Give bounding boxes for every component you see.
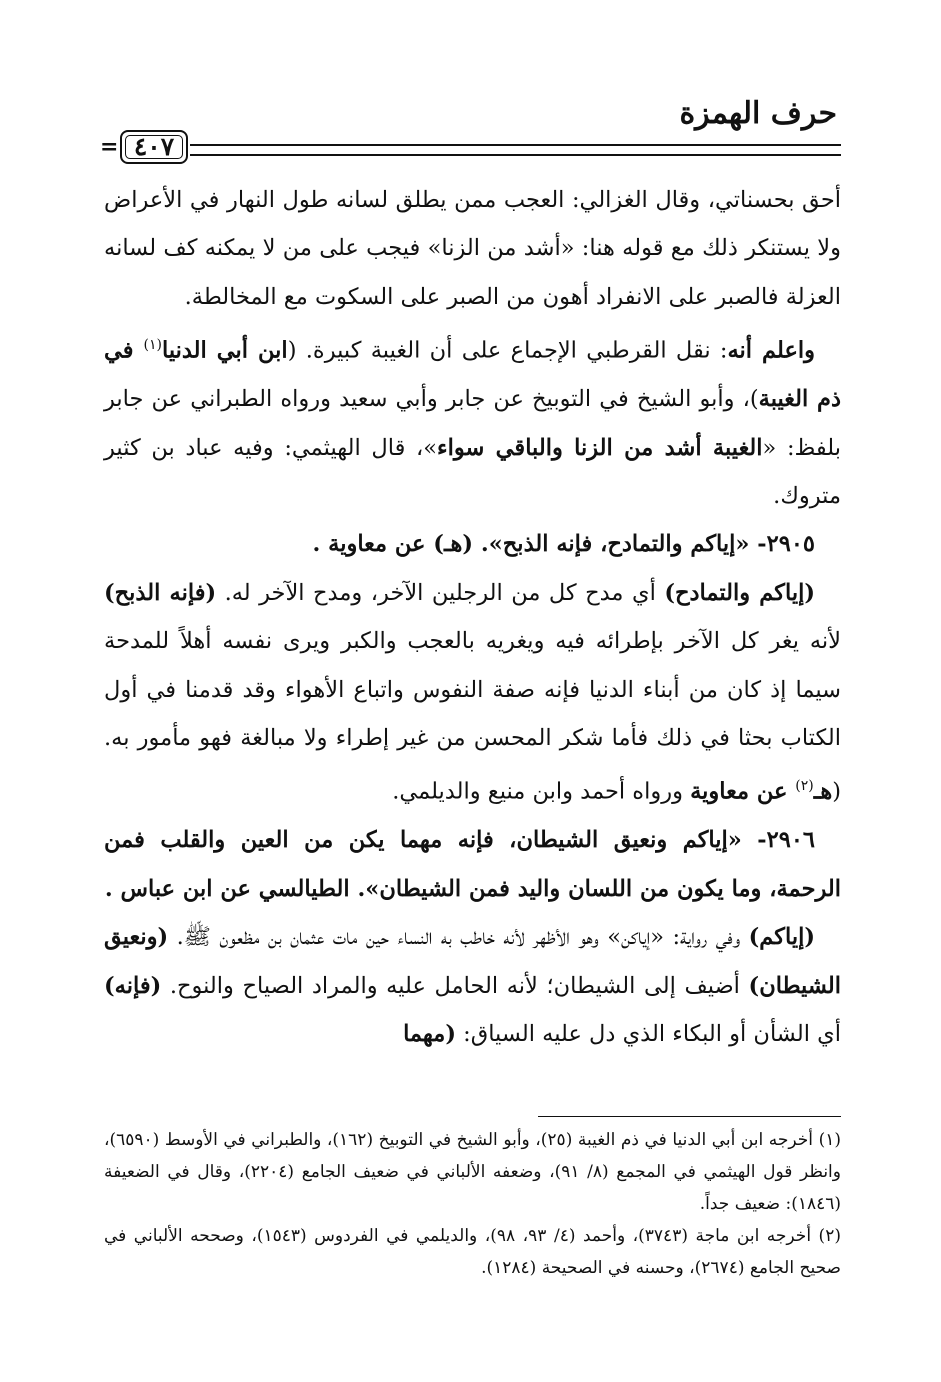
footnote-ref-1: (١) — [143, 337, 162, 354]
paragraph-6-bold4: (مهما — [403, 1020, 456, 1047]
paragraph-6-text2: أضيف إلى الشيطان؛ لأنه الحامل عليه والمراد الصياح والنوح. — [161, 972, 749, 999]
paragraph-4-bold2: (فإنه الذبح) — [104, 579, 217, 606]
page-number-frame — [125, 135, 183, 159]
paragraph-6-text: وفي رواية: «إياكن» وهو الأظهر لأنه خاطب به النساء حين مات عثمان بن مظعون ﷺ. — [168, 924, 749, 951]
footnote-2: (٢) أخرجه ابن ماجة (٣٧٤٣)، وأحمد (٤/ ٩٣، ٩٨)، والديلمي في الفردوس (١٥٤٣)، وصححه الألباني في صحيح الجامع (٢٦٧٤)، وحسنه في الصحيحة (١٢٨٤). — [104, 1226, 841, 1278]
paragraph-4-lead: (إياكم والتمادح) — [664, 579, 815, 606]
paragraph-4-text: أي مدح كل من الرجلين الآخر، ومدح الآخر له. — [216, 579, 665, 606]
double-rule — [190, 144, 841, 156]
paragraph-6 — [104, 913, 841, 1058]
paragraph-2-bold3: في ذم الغيبة — [104, 337, 841, 413]
footnotes — [104, 1124, 841, 1284]
paragraph-4 — [104, 569, 841, 817]
paragraph-1-text: أحق بحسناتي، وقال الغزالي: العجب ممن يطلق لسانه طول النهار في الأعراض ولا يستنكر ذلك مع قوله هنا: «أشد من الزنا» فيجب على من لا يمكنه كف لسانه العزلة فالصبر على الانفراد أهون من الصبر على السكوت مع المخالطة. — [104, 187, 841, 310]
paragraph-2-text3: »، قال الهيثمي: وفيه عباد بن كثير متروك. — [104, 434, 841, 509]
paragraph-6-lead: (إياكم) — [748, 924, 815, 951]
paragraph-2 — [104, 321, 841, 520]
paragraph-6-bold3: (فإنه) — [104, 972, 162, 999]
footnote-ref-2: (٢) — [795, 778, 814, 795]
paragraph-4-bold3: هـ — [813, 778, 833, 805]
paragraph-4-text2: لأنه يغر كل الآخر بإطرائه فيه ويغريه بالعجب والكبر ويرى نفسه أهلاً للمدحة سيما إذ كان من أبناء الدنيا فإنه صفة النفوس واتباع الأهواء وقد قدمنا في أول الكتاب بحثا في ذلك فأما شكر المحسن من غير إطراء ولا مبالغة فهو مأمور به. ( — [104, 628, 841, 805]
running-title: حرف الهمزة — [679, 96, 837, 131]
page-number-box — [120, 130, 188, 164]
footnote-separator — [538, 1116, 841, 1117]
edge-marks: = — [100, 134, 119, 160]
paragraph-6-text3: أي الشأن أو البكاء الذي دل عليه السياق: — [456, 1020, 841, 1047]
paragraph-2-text2: )، وأبو الشيخ في التوبيخ عن جابر وأبي سعيد ورواه الطبراني عن جابر بلفظ: « — [104, 386, 841, 461]
paragraph-2-bold2: ابن أبي الدنيا — [161, 337, 288, 364]
hadith-2906: ٢٩٠٦- «إياكم ونعيق الشيطان، فإنه مهما يكن من العين والقلب فمن الرحمة، وما يكون من اللسان واليد فمن الشيطان». الطيالسي عن ابن عباس . — [104, 827, 841, 902]
paragraph-6-bold2: (ونعيق الشيطان) — [104, 924, 841, 999]
page-number: ٤٠٧ — [133, 132, 175, 161]
paragraph-2-text: : نقل القرطبي الإجماع على أن الغيبة كبيرة. ( — [287, 337, 728, 364]
paragraph-4-text3: ورواه أحمد وابن منيع والديلمي. — [392, 778, 691, 805]
header-rule — [98, 130, 841, 166]
main-text — [104, 176, 841, 1058]
paragraph-2-bold4: الغيبة أشد من الزنا والباقي سواء — [437, 434, 763, 461]
paragraph-1 — [104, 176, 841, 321]
paragraph-4-bold4: عن معاوية — [690, 778, 796, 805]
footnote-1: (١) أخرجه ابن أبي الدنيا في ذم الغيبة (٢٥)، وأبو الشيخ في التوبيخ (١٦٢)، والطبراني في الأوسط (٦٥٩٠)، وانظر قول الهيثمي في المجمع (٨/ ٩١)، وضعفه الألباني في ضعيف الجامع (٢٢٠٤)، وقال في الضعيفة (١٨٤٦): ضعيف جداً. — [104, 1130, 841, 1214]
hadith-2905: ٢٩٠٥- «إياكم والتمادح، فإنه الذبح». (هـ) عن معاوية . — [312, 531, 815, 558]
paragraph-2-lead: واعلم أنه — [727, 337, 816, 364]
